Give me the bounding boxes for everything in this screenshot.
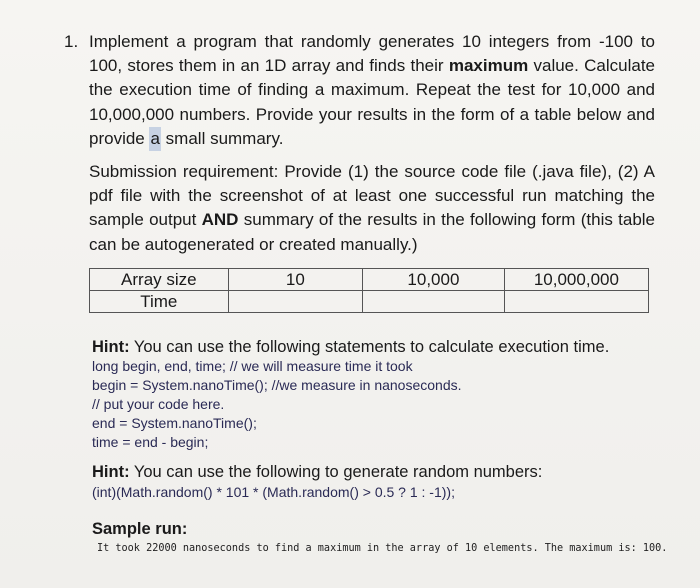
- table-cell: [504, 291, 648, 313]
- submission-paragraph: [89, 160, 655, 257]
- code-line: long begin, end, time; // we will measure time it took: [92, 358, 413, 374]
- table-row: [90, 269, 649, 291]
- table-cell: Array size: [90, 269, 229, 291]
- sample-run-heading: Sample run:: [92, 520, 188, 538]
- sample-run-output: It took 22000 nanoseconds to find a maximum in the array of 10 elements. The maximum is: 100.: [97, 543, 668, 554]
- table-cell: Time: [90, 291, 229, 313]
- table-cell: [363, 291, 505, 313]
- hint-text: You can use the following statements to calculate execution time.: [129, 338, 610, 356]
- results-table: [89, 268, 649, 313]
- hint-random-heading: [92, 461, 542, 483]
- question-text-part1: Implement a program that randomly generates 10 integers from -100 to 100, stores them in an 1D array and finds their: [89, 32, 655, 76]
- question-number: 1.: [64, 32, 79, 51]
- question-text-part2: value. Calculate the execution time of finding a maximum. Repeat the test for 10,000 and 10,000,000 numbers. Provide your results in the form of a table below and provide: [89, 56, 655, 148]
- table-cell: 10: [228, 269, 362, 291]
- submission-text-part2: summary of the results in the following form (this table can be autogenerated or created manually.): [89, 210, 655, 254]
- code-line: time = end - begin;: [92, 434, 209, 450]
- submission-text-part1: Submission requirement: Provide (1) the source code file (.java file), (2) A pdf file with the screenshot of at least one successful run matching the sample output: [89, 162, 655, 230]
- code-line: // put your code here.: [92, 396, 225, 412]
- table-row: [90, 291, 649, 313]
- hint-label: Hint:: [92, 463, 130, 481]
- timing-code-block: [92, 357, 462, 452]
- question-paragraph: [89, 30, 655, 151]
- text-cursor-highlight: a: [149, 127, 160, 151]
- hint-timing-heading: [92, 336, 609, 358]
- table-cell: [228, 291, 362, 313]
- random-code-line: (int)(Math.random() * 101 * (Math.random() > 0.5 ? 1 : -1));: [92, 484, 455, 500]
- hint-label: Hint:: [92, 338, 130, 356]
- question-bold-maximum: maximum: [448, 56, 529, 76]
- table-cell: 10,000: [363, 269, 505, 291]
- submission-bold-and: AND: [201, 210, 239, 230]
- code-line: begin = System.nanoTime(); //we measure in nanoseconds.: [92, 377, 462, 393]
- hint-text: You can use the following to generate random numbers:: [129, 463, 543, 481]
- question-text-part3: small summary.: [160, 128, 284, 148]
- table-cell: 10,000,000: [504, 269, 648, 291]
- code-line: end = System.nanoTime();: [92, 415, 257, 431]
